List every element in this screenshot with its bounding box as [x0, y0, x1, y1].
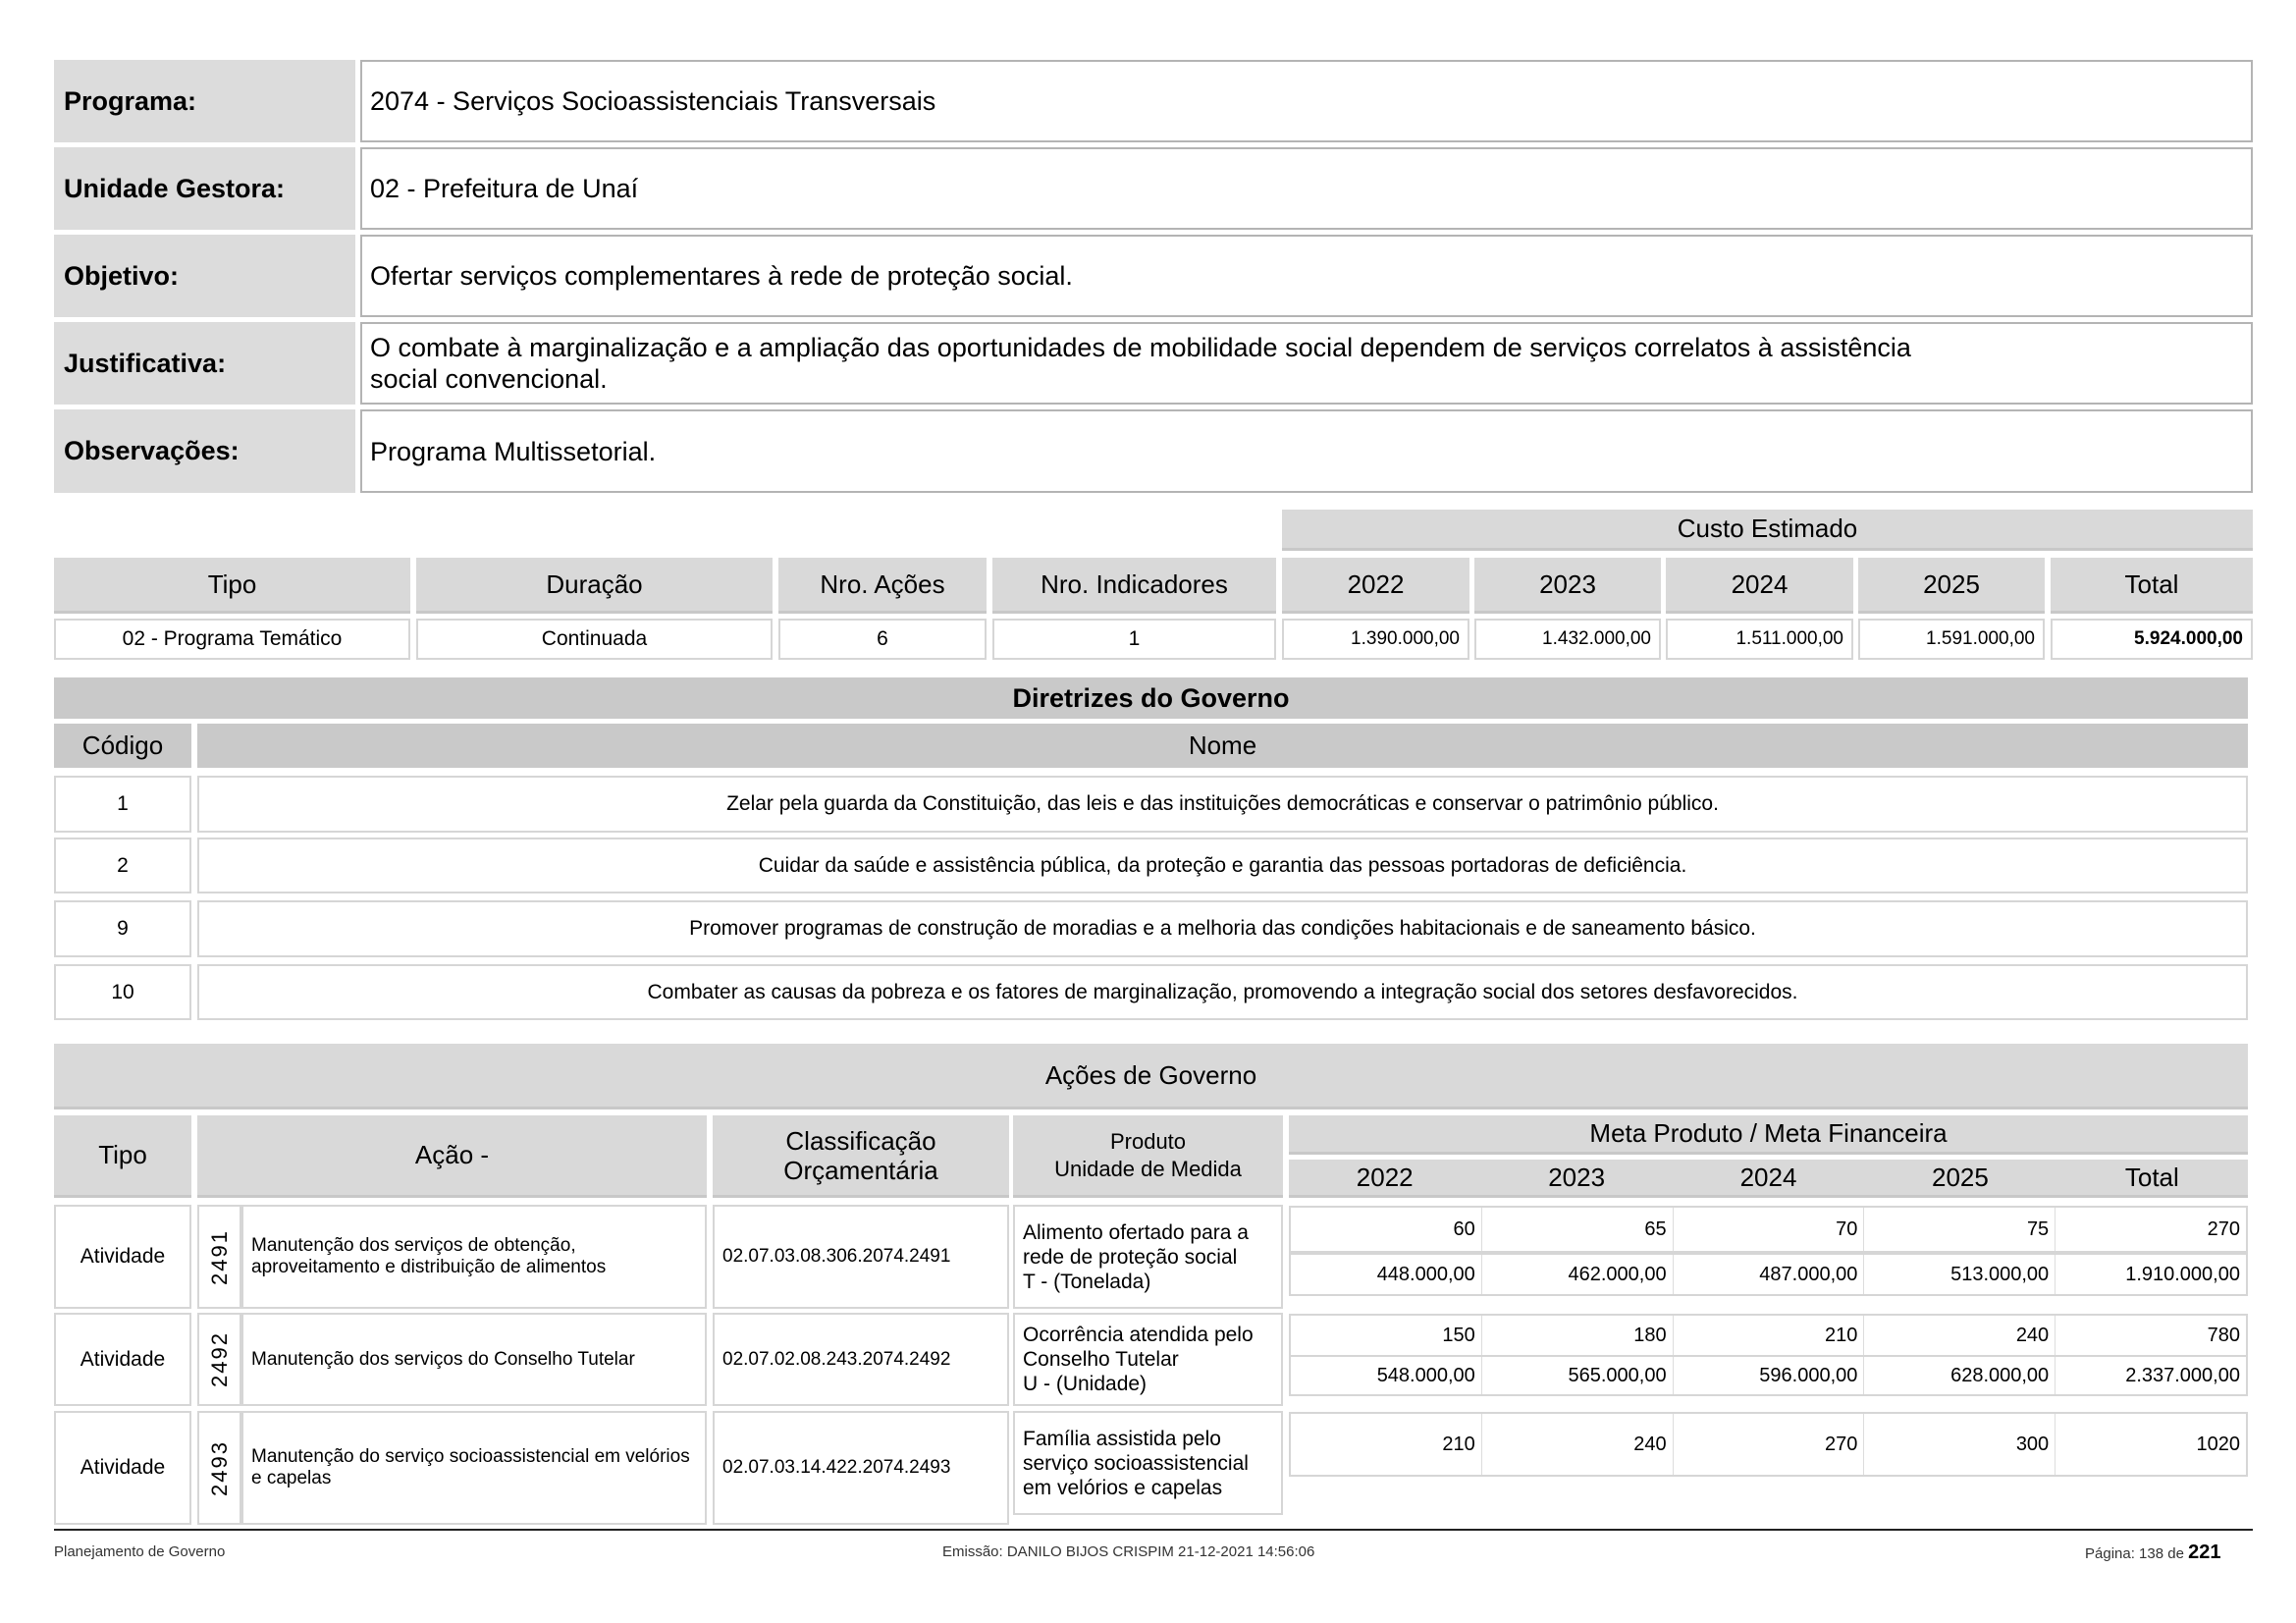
objetivo-value: Ofertar serviços complementares à rede de proteção social. [360, 235, 2253, 317]
meta-financeira-total: 2.337.000,00 [2125, 1364, 2240, 1386]
summary-header-nro-indicadores: Nro. Indicadores [992, 558, 1276, 614]
meta-produto-total: 1020 [2196, 1433, 2240, 1455]
meta-financeira-2025: 628.000,00 [1864, 1357, 2056, 1394]
classificacao-line-1: Classificação [785, 1125, 936, 1156]
summary-header-2025: 2025 [1858, 558, 2045, 614]
acao-tipo: Atividade [54, 1411, 191, 1525]
footer-pagination [2085, 1542, 2220, 1564]
meta-produto-row [1289, 1412, 2248, 1477]
meta-header: Meta Produto / Meta Financeira [1289, 1115, 2248, 1155]
diretriz-codigo: 1 [54, 776, 191, 833]
meta-financeira-total: 1.910.000,00 [2125, 1263, 2240, 1285]
programa-label: Programa: [54, 60, 355, 142]
summary-nro-acoes: 6 [778, 619, 987, 660]
acao-codigo-text: 2491 [206, 1228, 232, 1285]
acao-produto [1013, 1205, 1283, 1309]
meta-produto-2022: 60 [1291, 1208, 1482, 1251]
produto-text: Alimento ofertado para a rede de proteção social [1023, 1220, 1249, 1269]
summary-header-2022: 2022 [1282, 558, 1469, 614]
meta-year-total: Total [2056, 1160, 2248, 1198]
meta-year-2025: 2025 [1864, 1160, 2056, 1198]
acoes-header-tipo: Tipo [54, 1115, 191, 1198]
footer-left: Planejamento de Governo [54, 1543, 226, 1560]
produto-line-2: Unidade de Medida [1054, 1156, 1242, 1181]
page-total: 221 [2188, 1542, 2221, 1563]
meta-produto-2025: 240 [1864, 1316, 2056, 1355]
meta-years-header [1289, 1160, 2248, 1198]
acao-produto [1013, 1411, 1283, 1515]
meta-produto-2023: 65 [1482, 1208, 1674, 1251]
justificativa-line-1: O combate à marginalização e a ampliação das oportunidades de mobilidade social dependem de serviços correlatos à assistência [370, 333, 1911, 362]
summary-header-2024: 2024 [1666, 558, 1853, 614]
diretriz-nome: Cuidar da saúde e assistência pública, da proteção e garantia das pessoas portadoras de deficiência. [197, 838, 2248, 893]
acoes-header-acao: Ação - [197, 1115, 707, 1198]
summary-nro-indicadores: 1 [992, 619, 1276, 660]
footer-emissao: Emissão: DANILO BIJOS CRISPIM 21-12-2021 14:56:06 [942, 1543, 1315, 1560]
produto-text: Ocorrência atendida pelo Conselho Tutelar [1023, 1324, 1254, 1371]
acao-tipo: Atividade [54, 1205, 191, 1309]
summary-header-total: Total [2051, 558, 2253, 614]
meta-financeira-row [1289, 1253, 2248, 1296]
meta-produto-2023: 180 [1482, 1316, 1674, 1355]
meta-financeira-row [1289, 1355, 2248, 1396]
summary-duracao: Continuada [416, 619, 773, 660]
acoes-header-classificacao [713, 1115, 1009, 1198]
objetivo-label: Objetivo: [54, 235, 355, 317]
meta-produto-2025: 75 [1864, 1208, 2056, 1251]
diretrizes-header-nome: Nome [197, 724, 2248, 768]
observacoes-value: Programa Multissetorial. [360, 409, 2253, 493]
acao-classificacao: 02.07.03.14.422.2074.2493 [713, 1411, 1009, 1525]
produto-line-1: Produto [1109, 1128, 1187, 1154]
diretriz-codigo: 2 [54, 838, 191, 893]
meta-financeira-2022: 548.000,00 [1291, 1357, 1482, 1394]
acao-tipo: Atividade [54, 1313, 191, 1406]
diretriz-codigo: 10 [54, 964, 191, 1020]
justificativa-label: Justificativa: [54, 322, 355, 405]
diretrizes-header-codigo: Código [54, 724, 191, 768]
justificativa-value [360, 322, 2253, 405]
summary-2024: 1.511.000,00 [1666, 619, 1853, 660]
classificacao-line-2: Orçamentária [783, 1155, 938, 1185]
diretriz-nome: Promover programas de construção de moradias e a melhoria das condições habitacionais e de saneamento básico. [197, 900, 2248, 957]
acoes-title: Ações de Governo [54, 1044, 2248, 1109]
acao-nome: Manutenção do serviço socioassistencial em velórios e capelas [241, 1411, 707, 1525]
page-prefix: Página: 138 de [2085, 1545, 2184, 1562]
acao-produto [1013, 1313, 1283, 1406]
meta-financeira-2023: 565.000,00 [1482, 1357, 1674, 1394]
meta-produto-row [1289, 1206, 2248, 1253]
diretriz-nome: Zelar pela guarda da Constituição, das leis e das instituições democráticas e conservar o patrimônio público. [197, 776, 2248, 833]
summary-tipo: 02 - Programa Temático [54, 619, 410, 660]
acao-nome: Manutenção dos serviços de obtenção, aproveitamento e distribuição de alimentos [241, 1205, 707, 1309]
unidade-text: U - (Unidade) [1023, 1373, 1148, 1395]
summary-total: 5.924.000,00 [2051, 619, 2253, 660]
summary-header-2023: 2023 [1474, 558, 1661, 614]
programa-value: 2074 - Serviços Socioassistenciais Transversais [360, 60, 2253, 142]
summary-2025: 1.591.000,00 [1858, 619, 2045, 660]
summary-2023: 1.432.000,00 [1474, 619, 1661, 660]
acao-codigo [197, 1205, 241, 1309]
footer-divider [54, 1529, 2253, 1531]
summary-header-tipo: Tipo [54, 558, 410, 614]
meta-produto-2022: 150 [1291, 1316, 1482, 1355]
observacoes-label: Observações: [54, 409, 355, 493]
meta-financeira-2025: 513.000,00 [1864, 1255, 2056, 1294]
diretrizes-title: Diretrizes do Governo [54, 677, 2248, 719]
meta-produto-2025: 300 [1864, 1414, 2056, 1475]
acao-codigo-text: 2492 [206, 1331, 232, 1387]
summary-header-duracao: Duração [416, 558, 773, 614]
meta-produto-2024: 270 [1674, 1414, 1865, 1475]
diretriz-nome: Combater as causas da pobreza e os fatores de marginalização, promovendo a integração social dos setores desfavorecidos. [197, 964, 2248, 1020]
acao-codigo [197, 1313, 241, 1406]
summary-2022: 1.390.000,00 [1282, 619, 1469, 660]
acao-classificacao: 02.07.02.08.243.2074.2492 [713, 1313, 1009, 1406]
acao-classificacao: 02.07.03.08.306.2074.2491 [713, 1205, 1009, 1309]
meta-produto-row [1289, 1314, 2248, 1357]
justificativa-line-2: social convencional. [370, 364, 608, 394]
meta-year-2023: 2023 [1480, 1160, 1672, 1198]
meta-financeira-2022: 448.000,00 [1291, 1255, 1482, 1294]
produto-text: Família assistida pelo serviço socioassistencial em velórios e capelas [1023, 1427, 1249, 1499]
unidade-text: T - (Tonelada) [1023, 1270, 1151, 1293]
meta-produto-2024: 210 [1674, 1316, 1865, 1355]
summary-header-nro-acoes: Nro. Ações [778, 558, 987, 614]
unidade-gestora-value: 02 - Prefeitura de Unaí [360, 147, 2253, 230]
meta-financeira-2023: 462.000,00 [1482, 1255, 1674, 1294]
meta-year-2024: 2024 [1673, 1160, 1864, 1198]
meta-produto-2024: 70 [1674, 1208, 1865, 1251]
meta-financeira-2024: 487.000,00 [1674, 1255, 1865, 1294]
meta-produto-2023: 240 [1482, 1414, 1674, 1475]
meta-financeira-2024: 596.000,00 [1674, 1357, 1865, 1394]
custo-estimado-header: Custo Estimado [1282, 510, 2253, 551]
meta-year-2022: 2022 [1289, 1160, 1480, 1198]
acao-codigo-text: 2493 [206, 1439, 232, 1496]
acao-codigo [197, 1411, 241, 1525]
unidade-gestora-label: Unidade Gestora: [54, 147, 355, 230]
meta-produto-2022: 210 [1291, 1414, 1482, 1475]
acoes-header-produto [1013, 1115, 1283, 1198]
diretriz-codigo: 9 [54, 900, 191, 957]
meta-produto-total: 270 [2207, 1217, 2240, 1240]
meta-produto-total: 780 [2207, 1324, 2240, 1346]
acao-nome: Manutenção dos serviços do Conselho Tutelar [241, 1313, 707, 1406]
